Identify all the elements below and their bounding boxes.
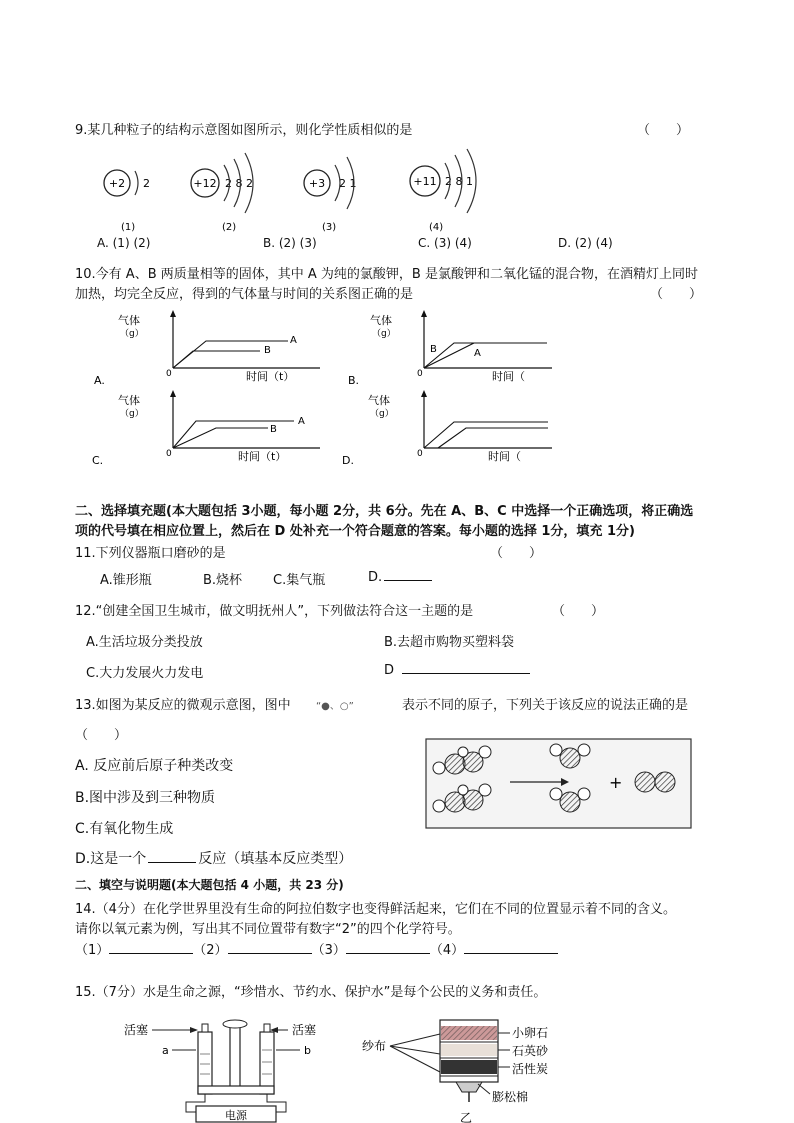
q13-stem-part1: 13.如图为某反应的微观示意图，图中: [75, 698, 291, 713]
svg-text:（g）: （g）: [120, 329, 144, 339]
svg-text:B: B: [430, 344, 437, 355]
particle-2: [191, 153, 253, 233]
electrolysis-apparatus: [120, 1014, 350, 1123]
svg-text:(2): (2): [222, 222, 237, 233]
svg-text:A: A: [474, 348, 481, 359]
q13-option-b[interactable]: B.图中涉及到三种物质: [75, 790, 216, 806]
svg-text:a: a: [162, 1044, 169, 1057]
q14-blank-2[interactable]: [228, 942, 312, 954]
q13-option-d-suffix: 反应（填基本反应类型）: [198, 851, 353, 867]
q11-answer-paren[interactable]: （ ）: [490, 546, 543, 561]
q15-stem: 15.（7分）水是生命之源，“珍惜水、节约水、保护水”是每个公民的义务和责任。: [75, 985, 547, 1000]
svg-text:b: b: [304, 1044, 311, 1057]
q13-d-blank[interactable]: [148, 851, 196, 863]
svg-text:电源: 电源: [225, 1109, 247, 1122]
q14-blank-4[interactable]: [464, 942, 558, 954]
q11-option-b[interactable]: B.烧杯: [203, 573, 243, 588]
svg-text:(1): (1): [121, 222, 136, 233]
q12-option-b[interactable]: B.去超市购物买塑料袋: [384, 635, 515, 650]
q10-stem-line1: 10.今有 A、B 两质量相等的固体，其中 A 为纯的氯酸钾，B 是氯酸钾和二氧化锰的混合物，在酒精灯上同时: [75, 267, 698, 282]
particle-3: [304, 157, 357, 233]
svg-text:0: 0: [166, 369, 172, 379]
q12-option-a[interactable]: A.生活垃圾分类投放: [86, 635, 203, 650]
svg-text:乙: 乙: [460, 1111, 473, 1123]
svg-text:(4): (4): [429, 222, 444, 233]
q14-label-4: （4）: [429, 943, 465, 958]
svg-text:B: B: [270, 424, 277, 435]
q12-d-blank[interactable]: [402, 662, 530, 674]
q12-answer-paren[interactable]: （ ）: [552, 604, 605, 619]
svg-text:+12: +12: [193, 177, 217, 190]
q12-option-d[interactable]: [384, 662, 530, 678]
svg-text:+: +: [609, 773, 623, 792]
svg-text:时间（: 时间（: [492, 370, 525, 383]
q13-answer-paren[interactable]: （ ）: [75, 728, 128, 743]
svg-text:活性炭: 活性炭: [512, 1062, 549, 1076]
svg-text:A: A: [298, 416, 305, 427]
svg-text:2: 2: [143, 177, 150, 190]
svg-text:气体: 气体: [370, 314, 392, 327]
svg-text:0: 0: [417, 449, 423, 459]
q13-option-d-label: D.这是一个: [75, 851, 147, 867]
q14-label-2: （2）: [193, 943, 228, 958]
q9-option-b[interactable]: B. (2) (3): [263, 236, 317, 250]
q11-d-blank[interactable]: [384, 569, 432, 581]
svg-text:膨松棉: 膨松棉: [492, 1090, 529, 1104]
svg-text:A.: A.: [94, 374, 105, 387]
svg-text:C.: C.: [92, 454, 104, 467]
svg-text:活塞: 活塞: [124, 1023, 149, 1037]
section3-title: 二、填空与说明题(本大题包括 4 小题，共 23 分): [75, 878, 344, 892]
svg-text:2 1: 2 1: [339, 177, 357, 190]
svg-text:时间（: 时间（: [488, 450, 521, 463]
water-filter-apparatus: [360, 1014, 590, 1123]
q14-label-3: （3）: [311, 943, 346, 958]
q9-option-c[interactable]: C. (3) (4): [418, 236, 472, 250]
svg-text:+11: +11: [413, 175, 437, 188]
svg-text:活塞: 活塞: [292, 1023, 317, 1037]
q13-atom-legend-quote: “●、○”: [316, 701, 354, 712]
svg-text:+2: +2: [108, 177, 126, 190]
graph-option-a[interactable]: [88, 308, 328, 388]
svg-text:纱布: 纱布: [362, 1039, 387, 1053]
atom-structure-diagrams: [95, 145, 515, 235]
q10-stem-line2: 加热，均完全反应，得到的气体量与时间的关系图正确的是: [75, 287, 414, 302]
svg-text:时间（t）: 时间（t）: [238, 450, 287, 463]
particle-1: [104, 170, 150, 233]
q9-answer-paren[interactable]: （ ）: [637, 123, 690, 138]
svg-text:气体: 气体: [368, 394, 390, 407]
svg-text:气体: 气体: [118, 314, 140, 327]
q9-option-a[interactable]: A. (1) (2): [97, 236, 151, 250]
q13-stem-part2: 表示不同的原子，下列关于该反应的说法正确的是: [402, 698, 689, 713]
svg-text:0: 0: [166, 449, 172, 459]
svg-text:2 8 2: 2 8 2: [225, 177, 253, 190]
q13-option-c[interactable]: C.有氧化物生成: [75, 821, 174, 837]
svg-text:（g）: （g）: [370, 409, 394, 419]
svg-text:小卵石: 小卵石: [512, 1026, 549, 1040]
q14-stem-line2: 请你以氧元素为例，写出其不同位置带有数字“2”的四个化学符号。: [75, 922, 461, 937]
q13-option-a[interactable]: A. 反应前后原子种类改变: [75, 758, 234, 774]
q14-label-1: （1）: [75, 943, 110, 958]
q14-stem-line1: 14.（4分）在化学世界里没有生命的阿拉伯数字也变得鲜活起来，它们在不同的位置显示着不同的含义。: [75, 902, 676, 917]
q11-option-d-label: D.: [368, 570, 383, 585]
graph-option-b[interactable]: [342, 308, 552, 388]
q12-option-d-label: D: [384, 663, 395, 678]
svg-text:(3): (3): [322, 222, 337, 233]
svg-text:B.: B.: [348, 374, 360, 387]
section2-instructions-line1: 二、选择填充题(本大题包括 3小题，每小题 2分，共 6分。先在 A、B、C 中选择一个正确选项，将正确选: [75, 504, 694, 519]
svg-text:+3: +3: [308, 177, 326, 190]
q9-option-d[interactable]: D. (2) (4): [558, 236, 613, 250]
svg-text:2 8 1: 2 8 1: [445, 175, 473, 188]
svg-text:B: B: [264, 345, 271, 356]
graph-option-c[interactable]: [88, 388, 328, 470]
q11-option-d[interactable]: [368, 569, 432, 585]
svg-text:A: A: [290, 335, 297, 346]
svg-text:石英砂: 石英砂: [512, 1044, 549, 1058]
graph-option-d[interactable]: [338, 388, 552, 470]
particle-4: [410, 149, 476, 233]
svg-text:时间（t）: 时间（t）: [246, 370, 295, 383]
q12-option-c[interactable]: C.大力发展火力发电: [86, 666, 204, 681]
q14-blank-row: [75, 939, 558, 958]
q13-option-d[interactable]: [75, 848, 352, 868]
q11-option-c[interactable]: C.集气瓶: [273, 573, 326, 588]
section2-instructions-line2: 项的代号填在相应位置上，然后在 D 处补充一个符合题意的答案。每小题的选择 1分，填充 1分): [75, 524, 635, 539]
q11-stem: 11.下列仪器瓶口磨砂的是: [75, 546, 226, 561]
svg-text:气体: 气体: [118, 394, 140, 407]
q12-stem: 12.“创建全国卫生城市，做文明抚州人”，下列做法符合这一主题的是: [75, 604, 474, 619]
q14-blank-1[interactable]: [109, 942, 193, 954]
reaction-micro-diagram: [425, 738, 693, 830]
q14-blank-3[interactable]: [346, 942, 430, 954]
svg-text:0: 0: [417, 369, 423, 379]
svg-text:（g）: （g）: [372, 329, 396, 339]
svg-text:（g）: （g）: [120, 409, 144, 419]
q9-stem: 9.某几种粒子的结构示意图如图所示，则化学性质相似的是: [75, 123, 413, 138]
q11-option-a[interactable]: A.锥形瓶: [100, 573, 152, 588]
svg-text:D.: D.: [342, 454, 354, 467]
q10-answer-paren[interactable]: （ ）: [650, 287, 703, 302]
